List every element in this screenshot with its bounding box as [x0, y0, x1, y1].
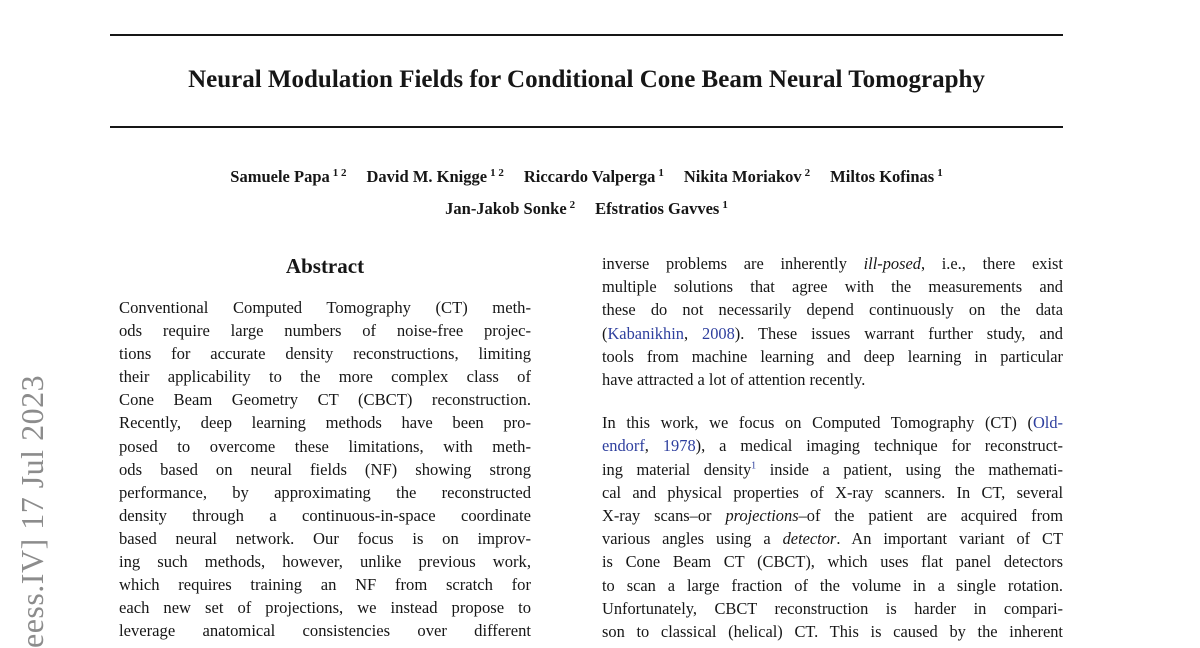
- text-span: their applicability to the more complex class of: [119, 367, 531, 387]
- citation-link[interactable]: Kabanikhin: [607, 323, 684, 343]
- text-line: [602, 345, 1063, 368]
- arxiv-watermark: eess.IV] 17 Jul 2023: [14, 374, 50, 648]
- text-span: , i.e., there exist: [920, 254, 1063, 273]
- abstract-column: [119, 254, 531, 642]
- text-span: inside a patient, using the mathemati-: [756, 459, 1063, 479]
- abstract-text: [119, 296, 531, 642]
- text-line: [119, 388, 531, 411]
- text-line: [602, 368, 1063, 391]
- text-line: [602, 527, 1063, 550]
- author-affiliation-sup: 1 2: [332, 167, 347, 179]
- text-line: [602, 252, 1063, 275]
- paper-title: Neural Modulation Fields for Conditional Cone Beam Neural Tomography: [188, 66, 985, 93]
- text-span: multiple solutions that agree with the measurements and: [602, 277, 1063, 297]
- text-line: [119, 504, 531, 527]
- text-line: [119, 319, 531, 342]
- text-span: these do not necessarily depend continuously on the data: [602, 300, 1063, 320]
- text-line: [602, 550, 1063, 573]
- text-span: ods based on neural fields (NF) showing strong: [119, 459, 531, 479]
- author-name: Efstratios Gavves $^1$: [595, 199, 728, 218]
- text-line: [119, 573, 531, 596]
- text-span: various angles using a: [602, 529, 783, 549]
- text-line: [602, 322, 1063, 345]
- title-rule-bottom: [110, 126, 1063, 128]
- text-span: to scan a large fraction of the volume in a single rotation.: [602, 575, 1063, 595]
- title-rule-top: [110, 34, 1063, 36]
- author-affiliation-sup: 1 2: [490, 167, 504, 179]
- author-name: Riccardo Valperga $^1$: [523, 167, 664, 186]
- text-line: [119, 365, 531, 388]
- text-span: have attracted a lot of attention recently.: [602, 370, 866, 390]
- author-affiliation-sup: 1: [658, 167, 664, 179]
- text-span: Cone Beam Geometry CT (CBCT) reconstruction.: [119, 390, 531, 410]
- text-line: [119, 527, 531, 550]
- authors-line: [110, 162, 1063, 194]
- text-span: ,: [644, 436, 663, 456]
- authors-line: [110, 194, 1063, 226]
- author-name: Samuele Papa $^{1 2}$: [230, 167, 347, 186]
- text-line: [602, 620, 1063, 643]
- text-span: posed to overcome these limitations, with meth-: [119, 436, 531, 456]
- text-span: is Cone Beam CT (CBCT), which uses flat panel detectors: [602, 552, 1063, 572]
- text-span: ing material density: [602, 459, 752, 479]
- italic-text: detector: [782, 529, 837, 549]
- text-line: [602, 481, 1063, 504]
- text-span: –of the patient are acquired from: [798, 506, 1063, 526]
- text-span: ,: [683, 323, 703, 343]
- text-span: Unfortunately, CBCT reconstruction is harder in compari-: [602, 598, 1063, 618]
- citation-link[interactable]: 1978: [662, 436, 696, 456]
- text-line: [119, 435, 531, 458]
- text-span: density through a continuous-in-space coordinate: [119, 505, 531, 525]
- text-line: [119, 296, 531, 319]
- text-line: [119, 596, 531, 619]
- text-line: [602, 298, 1063, 321]
- text-span: tools from machine learning and deep learning in particular: [602, 346, 1063, 366]
- text-line: [119, 481, 531, 504]
- text-span: X-ray scans–or: [602, 506, 726, 526]
- intro-paragraph: [602, 252, 1063, 391]
- author-affiliation-sup: 1: [937, 167, 943, 179]
- text-line: [602, 434, 1063, 457]
- text-span: Recently, deep learning methods have been pro-: [119, 413, 531, 433]
- text-line: [602, 275, 1063, 298]
- text-line: [602, 458, 1063, 481]
- text-span: ing such methods, however, unlike previous work,: [119, 552, 531, 572]
- text-line: [119, 458, 531, 481]
- italic-text: projections: [725, 506, 799, 526]
- author-name: Miltos Kofinas $^1$: [830, 167, 943, 186]
- italic-text: ill-posed: [863, 254, 921, 273]
- text-span: inverse problems are inherently: [602, 254, 864, 273]
- text-line: [119, 411, 531, 434]
- text-span: ), a medical imaging technique for reconstruct-: [695, 436, 1063, 456]
- text-span: leverage anatomical consistencies over different: [119, 621, 531, 641]
- author-name: Nikita Moriakov $^2$: [683, 167, 811, 186]
- text-span: based neural network. Our focus is on improv-: [119, 528, 531, 548]
- author-name: Jan-Jakob Sonke $^2$: [445, 199, 576, 218]
- text-span: son to classical (helical) CT. This is caused by the inherent: [602, 622, 1063, 642]
- abstract-heading: Abstract: [285, 254, 365, 278]
- citation-link[interactable]: 2008: [702, 323, 735, 343]
- text-span: (: [602, 323, 608, 343]
- authors-block: [110, 162, 1063, 226]
- text-line: [119, 619, 531, 642]
- text-span: In this work, we focus on Computed Tomography (CT) (: [602, 413, 1033, 433]
- text-line: [602, 504, 1063, 527]
- footnote-link[interactable]: 1: [751, 460, 757, 472]
- text-line: [119, 550, 531, 573]
- citation-link[interactable]: endorf: [602, 436, 645, 456]
- text-span: cal and physical properties of X-ray scanners. In CT, several: [602, 482, 1063, 502]
- author-affiliation-sup: 2: [804, 167, 811, 179]
- text-span: ods require large numbers of noise-free projec-: [119, 321, 531, 341]
- text-span: Conventional Computed Tomography (CT) meth-: [119, 298, 531, 317]
- introduction-column: [602, 252, 1063, 648]
- text-span: which requires training an NF from scratch for: [119, 575, 531, 595]
- text-span: performance, by approximating the reconstructed: [119, 482, 531, 502]
- text-span: . An important variant of CT: [836, 529, 1063, 549]
- author-affiliation-sup: 1: [722, 199, 728, 211]
- intro-paragraph: [602, 411, 1063, 643]
- text-span: tions for accurate density reconstructions, limiting: [119, 344, 531, 364]
- text-line: [119, 342, 531, 365]
- author-name: David M. Knigge $^{1 2}$: [366, 167, 504, 186]
- text-line: [602, 597, 1063, 620]
- text-line: [602, 574, 1063, 597]
- text-span: ). These issues warrant further study, and: [734, 323, 1063, 343]
- text-span: each new set of projections, we instead propose to: [119, 598, 531, 618]
- text-line: [602, 411, 1063, 434]
- citation-link[interactable]: Old-: [1032, 413, 1063, 433]
- author-affiliation-sup: 2: [569, 199, 576, 211]
